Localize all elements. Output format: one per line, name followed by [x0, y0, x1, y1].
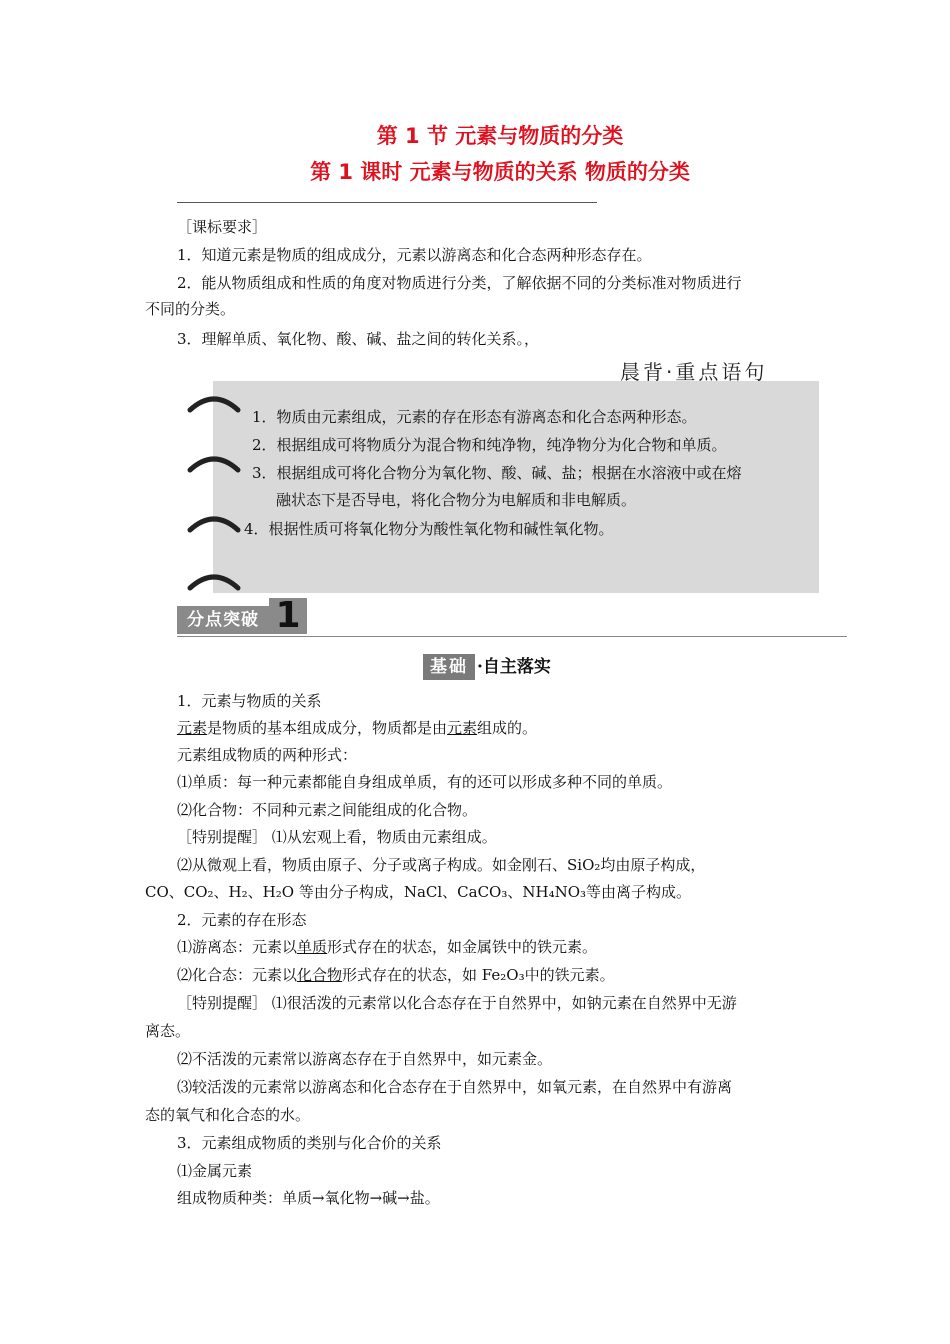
key-point: 4．根据性质可将氧化物分为酸性氧化物和碱性氧化物。: [244, 520, 614, 538]
heading-2: 2．元素的存在形态: [177, 911, 307, 929]
ring-binder-icon: [186, 570, 242, 592]
paragraph: ⑴单质：每一种元素都能自身组成单质，有的还可以形成多种不同的单质。: [177, 773, 673, 791]
paragraph: 组成物质种类：单质→氧化物→碱→盐。: [177, 1189, 440, 1207]
key-points-heading: 晨背·重点语句: [620, 360, 768, 384]
paragraph: ⑴游离态：元素以单质形式存在的状态，如金属铁中的铁元素。: [177, 938, 598, 956]
paragraph: ⑵从微观上看，物质由原子、分子或离子构成。如金刚石、SiO₂均由原子构成，: [177, 856, 706, 874]
section-number: 1: [269, 598, 307, 634]
paragraph: ［特别提醒］ ⑴很活泼的元素常以化合态存在于自然界中，如钠元素在自然界中无游: [177, 994, 737, 1012]
heading-1: 1．元素与物质的关系: [177, 692, 322, 710]
requirement-item: 2．能从物质组成和性质的角度对物质进行分类，了解依据不同的分类标准对物质进行: [177, 274, 742, 292]
section-title: 第 1 节 元素与物质的分类: [376, 124, 624, 148]
section-label: 分点突破: [177, 606, 269, 634]
paragraph: ⑶较活泼的元素常以游离态和化合态存在于自然界中，如氧元素，在自然界中有游离: [177, 1078, 733, 1096]
key-point: 2．根据组成可将物质分为混合物和纯净物，纯净物分为化合物和单质。: [252, 436, 727, 454]
paragraph: ⑵化合物：不同种元素之间能组成的化合物。: [177, 801, 478, 819]
paragraph: 元素是物质的基本组成成分，物质都是由元素组成的。: [177, 719, 538, 737]
paragraph: ［特别提醒］ ⑴从宏观上看，物质由元素组成。: [177, 828, 497, 846]
key-point: 3．根据组成可将化合物分为氧化物、酸、碱、盐；根据在水溶液中或在熔: [252, 464, 742, 482]
paragraph: ⑴金属元素: [177, 1162, 253, 1180]
paragraph: 离态。: [145, 1022, 191, 1040]
ring-binder-icon: [186, 452, 242, 474]
paragraph: 元素组成物质的两种形式：: [177, 746, 358, 764]
basic-heading: ·自主落实: [477, 657, 551, 677]
basic-badge: 基础: [423, 654, 475, 680]
ring-binder-icon: [186, 512, 242, 534]
key-point: 1．物质由元素组成，元素的存在形态有游离态和化合态两种形态。: [252, 408, 697, 426]
paragraph: 态的氧气和化合态的水。: [145, 1106, 311, 1124]
requirements-heading: ［课标要求］: [177, 218, 268, 236]
paragraph: ⑵不活泼的元素常以游离态存在于自然界中，如元素金。: [177, 1050, 553, 1068]
paragraph: CO、CO₂、H₂、H₂O 等由分子构成，NaCl、CaCO₃、NH₄NO₃等由离子构成。: [145, 883, 692, 901]
key-point: 融状态下是否导电，将化合物分为电解质和非电解质。: [276, 491, 637, 509]
section-divider: [177, 636, 847, 637]
lesson-title: 第 1 课时 元素与物质的关系 物质的分类: [310, 160, 690, 184]
heading-3: 3．元素组成物质的类别与化合价的关系: [177, 1134, 442, 1152]
requirement-item: 3．理解单质、氧化物、酸、碱、盐之间的转化关系。，: [177, 330, 540, 348]
title-rule: [177, 202, 597, 203]
requirement-item: 1．知道元素是物质的组成成分，元素以游离态和化合态两种形态存在。: [177, 246, 652, 264]
ring-binder-icon: [186, 392, 242, 414]
requirement-item: 不同的分类。: [145, 300, 236, 318]
paragraph: ⑵化合态：元素以化合物形式存在的状态，如 Fe₂O₃中的铁元素。: [177, 966, 615, 984]
